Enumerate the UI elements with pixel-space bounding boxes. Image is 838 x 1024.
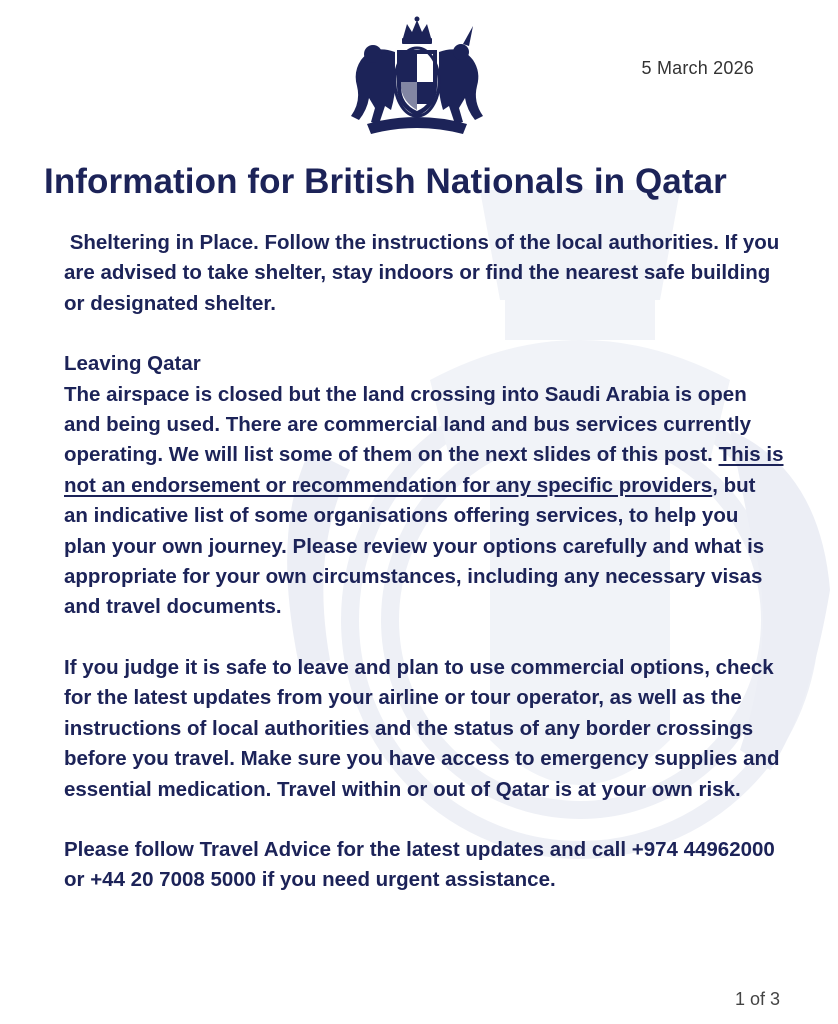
judge-safety-paragraph: If you judge it is safe to leave and plan to use commercial options, check for the latest updates from your airline or tour operator, as well as the instructions of local authorities and the status of any border crossings before you travel. Make sure you have access to emergency supplies and essential medication. Travel within or out of Qatar is at your own risk. bbox=[64, 655, 780, 801]
contact-paragraph: Please follow Travel Advice for the latest updates and call +974 44962000 or +44 20 7008 5000 if you need urgent assistance. bbox=[64, 837, 775, 892]
document-body bbox=[64, 228, 784, 896]
page-indicator: 1 of 3 bbox=[734, 989, 780, 1009]
sheltering-paragraph: Sheltering in Place. Follow the instructions of the local authorities. If you are advised to take shelter, stay indoors or find the nearest safe building or designated shelter. bbox=[64, 231, 786, 315]
leaving-heading: Leaving Qatar bbox=[64, 352, 201, 376]
royal-coat-of-arms-logo bbox=[345, 16, 490, 141]
leaving-text-2: , but an indicative list of some organisations offering services, to help you plan your own journey. Please review your options carefully and what is appropriate for your own circumstances, including any necessary visas and travel documents. bbox=[64, 473, 765, 619]
leaving-text-1: The airspace is closed but the land crossing into Saudi Arabia is open and being used. There are commercial land and bus services currently operating. We will list some of them on the next slides of this post. bbox=[64, 382, 752, 467]
leaving-paragraph bbox=[64, 380, 784, 623]
page-title: Information for British Nationals in Qatar bbox=[44, 162, 727, 201]
disclaimer-underlined: This is not an endorsement or recommendation for any specific providers bbox=[64, 443, 784, 497]
document-date: 5 March 2026 bbox=[641, 58, 754, 78]
